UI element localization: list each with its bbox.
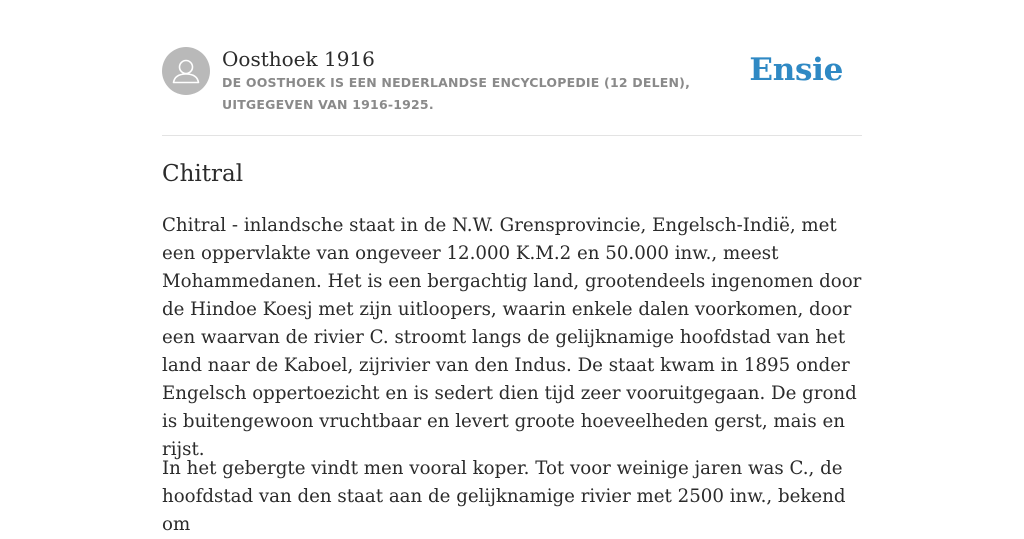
source-header <box>162 0 862 136</box>
page <box>162 0 862 535</box>
article-paragraph: In het gebergte vindt men vooral koper. Tot voor weinige jaren was C., de hoofdstad van den staat aan de gelijknamige rivier met 2500 inw., bekend om <box>162 458 846 535</box>
article-paragraph: Chitral - inlandsche staat in de N.W. Grensprovincie, Engelsch-Indië, met een oppervlakte van ongeveer 12.000 K.M.2 en 50.000 inw., meest Mohammedanen. Het is een bergachtig land, grootendeels ingenomen door de Hindoe Koesj met zijn uitloopers, waarin enkele dalen voorkomen, door een waarvan de rivier C. stroomt langs de gelijknamige hoofdstad van het land naar de Kaboel, zijrivier van den Indus. De staat kwam in 1895 onder Engelsch oppertoezicht en is sedert dien tijd zeer vooruitgegaan. De grond is buitengewoon vruchtbaar en levert groote hoeveelheden gerst, mais en rijst. <box>162 215 862 460</box>
user-icon <box>162 47 210 95</box>
source-description: DE OOSTHOEK IS EEN NEDERLANDSE ENCYCLOPEDIE (12 DELEN), UITGEGEVEN VAN 1916-1925. <box>222 75 691 112</box>
article-title: Chitral <box>162 161 244 187</box>
source-avatar <box>162 47 210 95</box>
source-name[interactable]: Oosthoek 1916 <box>222 47 375 71</box>
brand-logo[interactable]: Ensie <box>749 52 843 88</box>
